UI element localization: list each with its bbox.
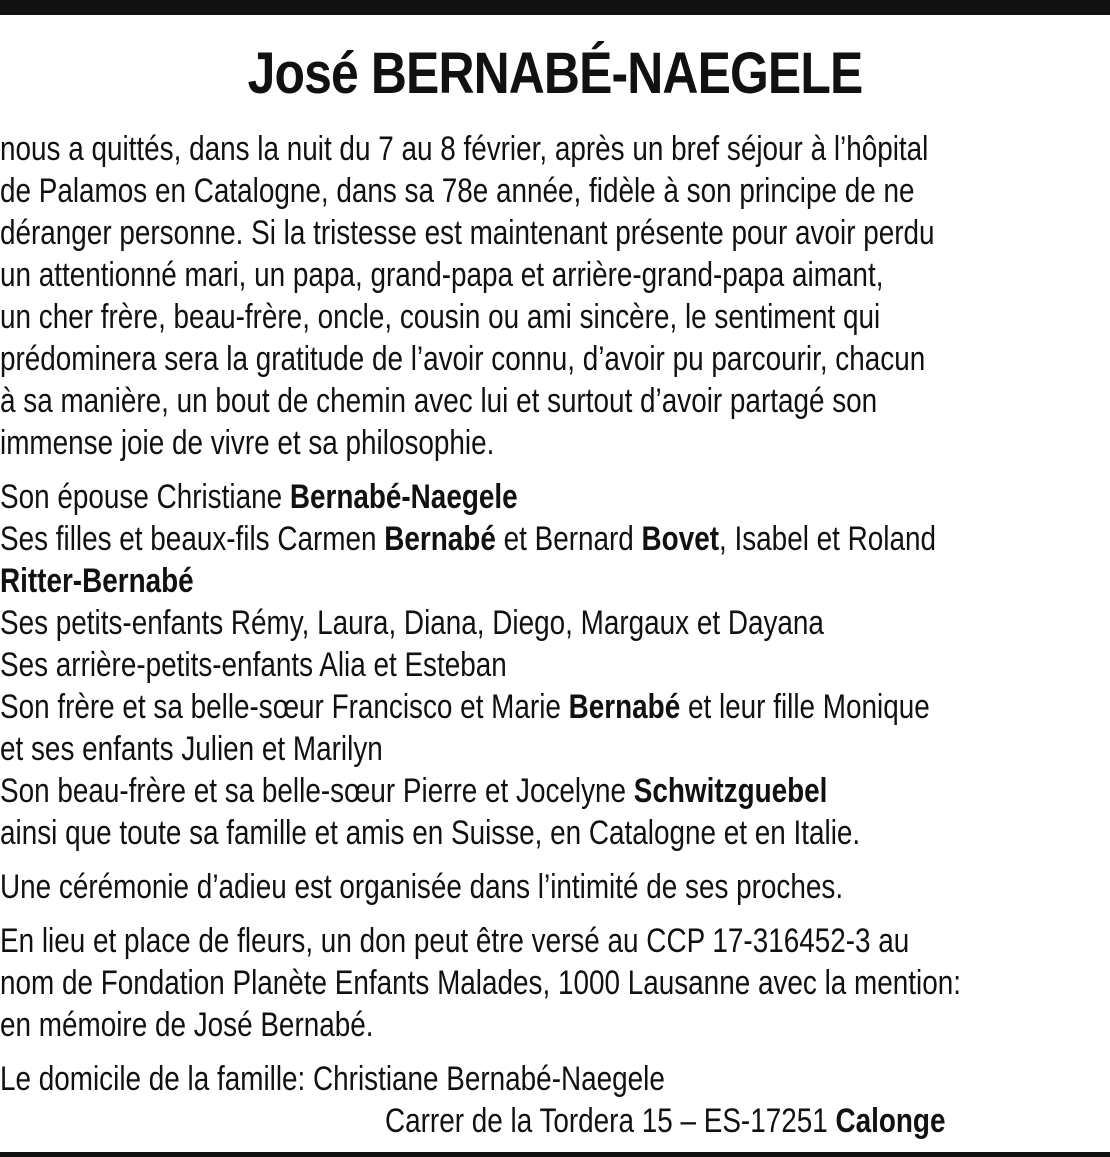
address-line-1: Le domicile de la famille: Christiane Bernabé-Naegele: [0, 1060, 665, 1098]
address-block: [0, 1058, 1110, 1142]
top-rule: [0, 0, 1110, 15]
text-line: immense joie de vivre et sa philosophie.: [0, 424, 495, 462]
intro-paragraph: [0, 128, 1110, 464]
family-list: [0, 476, 1110, 854]
text-line: nous a quittés, dans la nuit du 7 au 8 février, après un bref séjour à l’hôpital: [0, 130, 929, 168]
brother-line-2: et ses enfants Julien et Marilyn: [0, 730, 383, 768]
notice-body: [0, 128, 1110, 1142]
closing-line: ainsi que toute sa famille et amis en Suisse, en Catalogne et en Italie.: [0, 814, 861, 852]
grandchildren-line: Ses petits-enfants Rémy, Laura, Diana, Diego, Margaux et Dayana: [0, 604, 824, 642]
text-line: de Palamos en Catalogne, dans sa 78e année, fidèle à son principe de ne: [0, 172, 915, 210]
donation-paragraph: [0, 920, 1110, 1046]
text-line: en mémoire de José Bernabé.: [0, 1006, 374, 1044]
text-line: à sa manière, un bout de chemin avec lui et surtout d’avoir partagé son: [0, 382, 878, 420]
address-line-2: Carrer de la Tordera 15 – ES-17251 Calonge: [385, 1102, 946, 1140]
inlaw-line: Son beau-frère et sa belle-sœur Pierre et Jocelyne Schwitzguebel: [0, 772, 828, 810]
daughters-line-2: Ritter-Bernabé: [0, 562, 194, 600]
text-line: En lieu et place de fleurs, un don peut être versé au CCP 17-316452-3 au: [0, 922, 910, 960]
daughters-line: Ses filles et beaux-fils Carmen Bernabé et Bernard Bovet, Isabel et Roland: [0, 520, 936, 558]
text-line: nom de Fondation Planète Enfants Malades, 1000 Lausanne avec la mention:: [0, 964, 961, 1002]
deceased-name-heading: José BERNABÉ-NAEGELE: [247, 41, 863, 106]
text-line: déranger personne. Si la tristesse est maintenant présente pour avoir perdu: [0, 214, 935, 252]
great-grandchildren-line: Ses arrière-petits-enfants Alia et Esteban: [0, 646, 507, 684]
bottom-rule: [0, 1152, 1110, 1157]
brother-line: Son frère et sa belle-sœur Francisco et Marie Bernabé et leur fille Monique: [0, 688, 930, 726]
spouse-line: Son épouse Christiane Bernabé-Naegele: [0, 478, 518, 516]
ceremony-line: Une cérémonie d’adieu est organisée dans l’intimité de ses proches.: [0, 868, 844, 906]
text-line: un cher frère, beau-frère, oncle, cousin ou ami sincère, le sentiment qui: [0, 298, 881, 336]
text-line: prédominera sera la gratitude de l’avoir connu, d’avoir pu parcourir, chacun: [0, 340, 926, 378]
text-line: un attentionné mari, un papa, grand-papa et arrière-grand-papa aimant,: [0, 256, 884, 294]
